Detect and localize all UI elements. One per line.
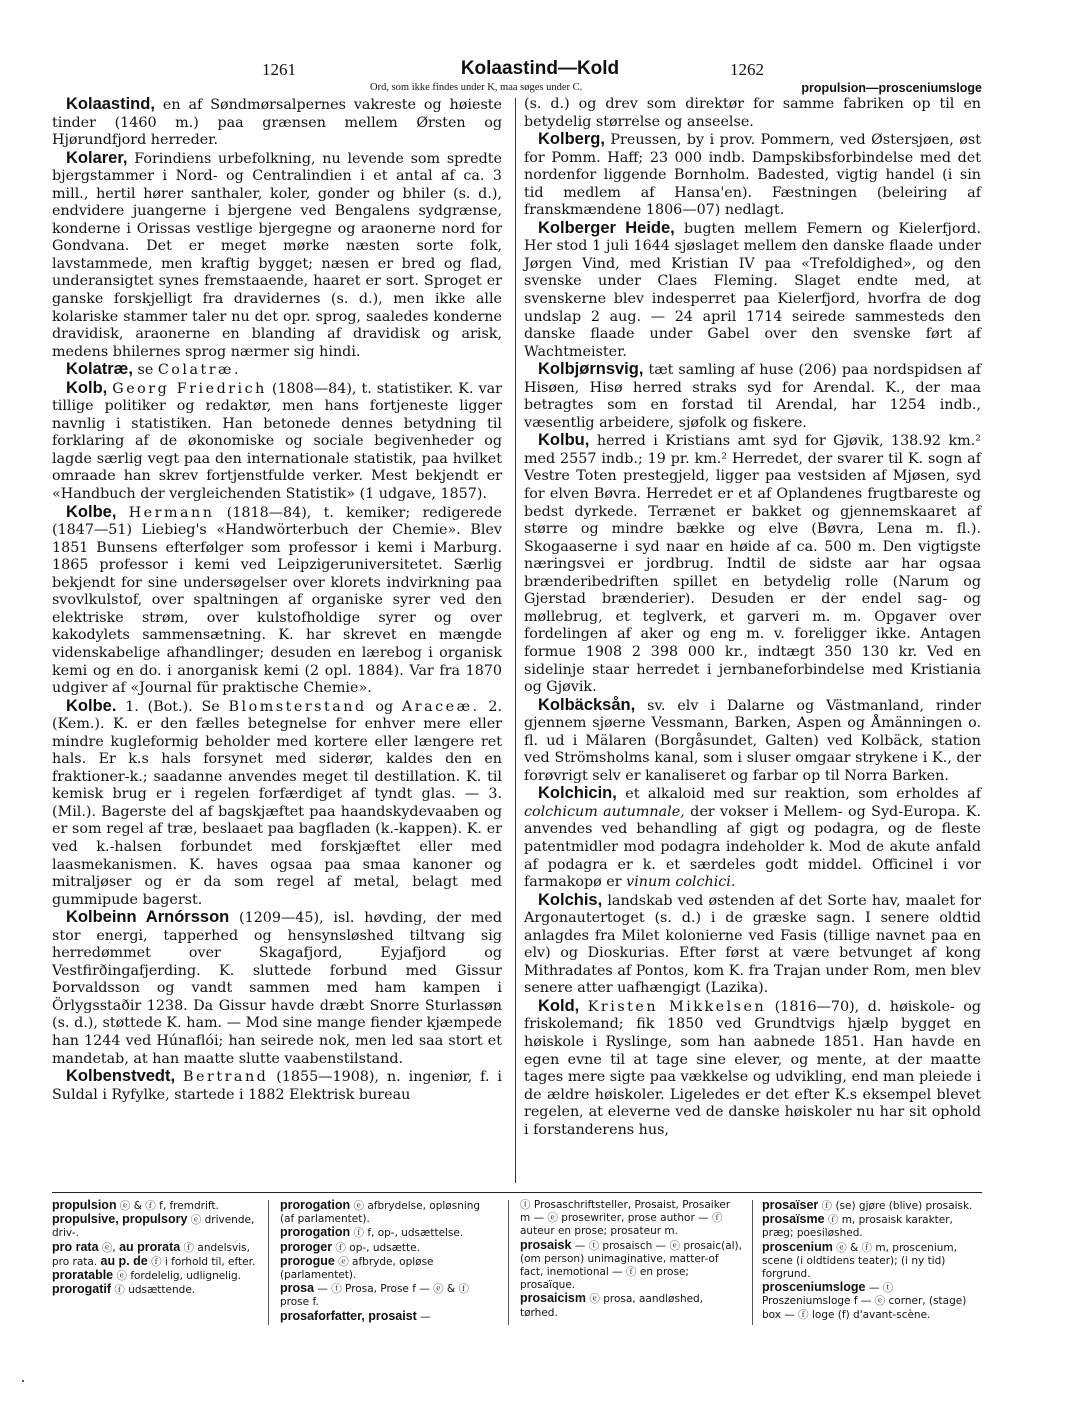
glossary-entry (52, 1283, 260, 1297)
glossary-headword: prosaisk (520, 1237, 572, 1252)
glossary-headword: prorogation (280, 1198, 351, 1212)
headword: Kolb, (66, 378, 108, 397)
entry: Kold, Kristen Mikkelsen (1816—70), d. høiskole- og friskolemand; fik 1850 ved Grundtvigs hjælp bygget en høiskole i Ryslinge, som han aabnede 1851. Han havde en egen evne til at tage sine elever, og mente, at der maatte tages mere sigte paa vækkelse og udvikling, end man pleiede i de ældre høiskoler. Ligeledes er det efter K.s eksempel blevet regelen, at eleverne ved de danske høiskoler nu har sit ophold i forstanderens hus, (524, 996, 981, 1138)
headword: Kolbe, (66, 502, 117, 521)
glossary-entry (762, 1199, 984, 1213)
footer-divider (268, 1200, 269, 1325)
glossary-entry (280, 1241, 496, 1255)
footer-rule (52, 1192, 982, 1193)
glossary-headword: au p. de (100, 1253, 148, 1268)
glossary-definition: ⓕ (se) gjøre (blive) prosaisk. (818, 1200, 973, 1212)
glossary-headword: proscenium (762, 1239, 833, 1254)
entry: Kolbe, Hermann (1818—84), t. kemiker; redigerede (1847—51) Liebieg's «Handwörterbuch der Chemie». Blev 1851 Bunsens efterfølger som professor i kemi i Marburg. 1865 professor i kemi ved Leipzigeruniversitetet. Særlig bekjendt for sine undersøgelser over klorets indvirkning paa svovlkulstof, over spaltningen af organiske syrer ved den elektriske strøm, over kulstofholdige syrer og over kakodylets sammensætning. K. har skrevet en mængde videnskabelige afhandlinger; desuden en lærebog i organisk kemi og en do. i anorganisk kemi (2 opl. 1884). Var fra 1870 udgiver af «Journal für praktische Chemie». (52, 502, 502, 697)
glossary-definition: ⓔ, (98, 1241, 120, 1254)
entry: Kolbe. 1. (Bot.). Se Blomsterstand og Araceæ. 2. (Kem.). K. er den fælles betegnelse for enhver mere eller mindre kugleformig beholder med kortere eller længere ret hals. Er k.s hals forsynet med siderør, kaldes den en fraktioner-k.; saadanne anvendes meget til destillation. K. til kemisk brug er i regelen forfærdiget af tyndt glas. — 3. (Mil.). Bagerste del af bagskjæftet paa haandskydevaaben og er som regel af træ, beslaaet paa bagfladen (k.-kappen). K. er ved k.-halsen forbundet med forskjæftet eller med laasmekanismen. K. haves ogsaa paa smaa kanoner og mitraljøser og er da som regel af metal, belagt med gummipude bagerst. (52, 696, 502, 908)
glossary-headword: prosaforfatter, prosaist (280, 1308, 417, 1323)
glossary-entry (762, 1281, 984, 1322)
footer-divider (508, 1200, 509, 1325)
entry: Kolberger Heide, bugten mellem Femern og Kielerfjord. Her stod 1 juli 1644 sjøslaget mellem den danske flaade under Jørgen Vind, med Kristian IV paa «Trefoldighed», og den svenske under Claes Fleming. Slaget endte med, at svenskerne blev indesperret paa Kielerfjord, hvorfra de dog undslap 2 aug. — 24 april 1714 seirede sammesteds den danske flaade under Gabel over den svenske ført af Wachtmeister. (524, 218, 981, 360)
glossary-entry (520, 1239, 742, 1293)
entry: Kolchicin, et alkaloid med sur reaktion, som erholdes af colchicum autumnale, der vokser i Mellem- og Syd-Europa. K. anvendes ved behandling af gigt og podagra, og de fleste patentmidler mod podagra indeholder k. Mod de akute anfald af podagra er k. et særdeles godt middel. Officinel i vor farmakopø er vinum colchici. (524, 784, 981, 891)
glossary-definition: — ⓣ Prosa, Prose f — ⓔ & ⓕ prose f. (280, 1283, 469, 1309)
right-column (524, 96, 981, 1139)
glossary-entry (52, 1213, 260, 1240)
running-head: Kolaastind—Kold (460, 58, 620, 79)
glossary-column-3 (520, 1199, 742, 1320)
footer-divider (752, 1200, 753, 1325)
glossary-entry (280, 1310, 496, 1324)
glossary-headword: proroger (280, 1239, 333, 1254)
headword: Kolatræ, (66, 360, 133, 379)
glossary-headword: prosceniumsloge (762, 1280, 866, 1295)
glossary-entry (520, 1199, 742, 1239)
page-number-right: 1262 (730, 60, 764, 79)
glossary-definition: ⓕ op-, udsætte. (332, 1241, 420, 1254)
glossary-definition: ⓔ prosa, aandløshed, tørhed. (520, 1293, 704, 1319)
glossary-entry (52, 1241, 260, 1269)
headword: Kolberger Heide, (538, 218, 675, 237)
headword: Kold, (538, 996, 580, 1015)
glossary-headword: prorogation (280, 1225, 351, 1240)
headword: Kolbeinn Arnórsson (66, 908, 230, 927)
glossary-definition: ⓔ & ⓕ m, proscenium, scene (i oldtidens teater); (i ny tid) forgrund. (762, 1241, 957, 1281)
glossary-headword: prosaicism (520, 1291, 587, 1306)
entry: Kolb, Georg Friedrich (1808—84), t. statistiker. K. var tillige politiker og redaktør, men hans fortjeneste ligger navnlig i statistiken. Han betonede dennes betydning til forklaring af de økonomiske og sociale begivenheder og lagde særlig vegt paa den internationale statistik, paa hvilket omraade han skrev fortjenstfulde verker. Mest bekjendt er «Handbuch der vergleichenden Statistik» (1 udgave, 1857). (52, 378, 502, 503)
glossary-definition: ⓔ drivende, driv-. (52, 1214, 255, 1240)
glossary-headword: propulsion (52, 1198, 117, 1212)
entry: Kolaastind, en af Søndmørsalpernes vakreste og høieste tinder (1460 m.) paa grænsen mellem Ørsten og Hjørundfjord herreder. (52, 95, 502, 149)
glossary-headword: prosa (280, 1281, 315, 1296)
glossary-entry (280, 1282, 496, 1309)
entry: Kolbjørnsvig, tæt samling af huse (206) paa nordspidsen af Hisøen, Hisø herred straks syd for Arendal. K., der maa betragtes som en forstad til Arendal, har 1254 indb., væsentlig arbeidere, sjøfolk og fiskere. (524, 360, 981, 431)
headword: Kolbäcksån, (538, 695, 636, 714)
glossary-definition: ⓕ f, op-, udsættelse. (350, 1227, 464, 1240)
entry: Kolatræ, se Colatræ. (66, 360, 242, 379)
entry-continuation: (s. d.) og drev som direktør for samme fabriken op til en betydelig størrelse og anseelse. (524, 96, 981, 130)
glossary-entry (280, 1255, 496, 1282)
glossary-headword: propulsive, propulsory (52, 1212, 188, 1227)
dictionary-range: propulsion—prosceniumsloge (801, 81, 982, 95)
glossary-entry (52, 1199, 260, 1213)
glossary-definition: ⓕ m, prosaisk karakter, præg; poesiløshed. (762, 1214, 953, 1240)
entry: Kolbu, herred i Kristians amt syd for Gjøvik, 138.92 km.² med 2557 indb.; 19 pr. km.² Herredet, der svarer til K. sogn af Vestre Toten prestegjeld, ligger paa vestsiden af Mjøsen, syd for elven Bøvra. Herredet er et af Oplandenes frugtbareste og bedst dyrkede. Terrænet er bakket og gjennemskaaret af større og mindre bække og elve (Bøvra, Lena m. fl.). Skogaaserne i syd naar en høide af ca. 500 m. Den vigtigste næringsvei er jordbrug. Indtil de sidste aar har ogsaa brænderibedriften spillet en betydelig rolle (Narum og Gjerstad brænderier). Desuden er der endel sag- og møllebrug, et teglverk, et garveri m. m. Opgaver over fordelingen af aker og eng m. v. foreligger ikke. Antagen formue 1908 2 398 000 kr., indtægt 350 130 kr. Ved en sidelinje staar herredet i jernbaneforbindelse med Kristiania og Gjøvik. (524, 431, 981, 696)
glossary-definition: ⓔ afbrydelse, opløsning (af parlamentet). (280, 1200, 481, 1226)
glossary-definition: ⓕ udsættende. (111, 1284, 196, 1297)
glossary-definition: ⓣ Prosaschriftsteller, Prosaist, Prosaiker m — ⓔ prosewriter, prose author — ⓕ auteur en prose; prosateur m. (520, 1199, 731, 1238)
headword: Kolbenstvedt, (66, 1067, 176, 1086)
entry: Kolbeinn Arnórsson (1209—45), isl. høvding, der med stor energi, tapperhed og hensynsløshed tiltvang sig herredømmet over Skagafjord, Eyjafjord og Vestfirðingafjerding. K. sluttede forbund med Gissur Þorvaldsson og vandt sammen med ham kampen i Örlygsstaðir 1238. Da Gissur havde dræbt Snorre Sturlassøn (s. d.), støttede K. ham. — Mod sine mange fiender kjæmpede han 1244 ved Húnaflói; han seirede nok, men led saa stort et mandetab, at han maatte slutte vaabenstilstand. (52, 908, 502, 1067)
glossary-column-1 (52, 1199, 260, 1297)
glossary-definition: ⓕ i forhold til, efter. (147, 1255, 256, 1268)
entry: Kolchis, landskab ved østenden af det Sorte hav, maalet for Argonautertoget (s. d.) i de græske sagn. I senere oldtid anlagdes fra Milet kolonierne ved Fasis (tillige navnet paa en elv) og Dioskurias. Efter først at være betvunget af kong Mithradates af Pontos, kom K. fra Trajan under Rom, men blev senere atter uafhængigt (Lazika). (524, 890, 981, 997)
left-column (52, 96, 502, 1104)
glossary-entry (280, 1226, 496, 1240)
column-divider (515, 98, 516, 1183)
glossary-column-4 (762, 1199, 984, 1322)
glossary-entry (762, 1213, 984, 1240)
glossary-headword: prorogatif (52, 1282, 112, 1297)
entry: Kolarer, Forindiens urbefolkning, nu levende som spredte bjergstammer i Nord- og Centralindien i et antal af ca. 3 mill., hertil hører santhaler, koler, gonder og bhiler (s. d.), endvidere juangerne i bjergene ved Bengalens sydgrænse, konderne i Orissas vestlige bjergegne og araonerne nord for Gondvana. Det er meget mørke næsten sorte folk, lavstammede, men kraftig bygget; næsen er bred og flad, underansigtet synes fremstaaende, haaret er sort. Sproget er ganske forskjelligt fra dravidernes (s. d.), men ikke alle kolariske stammer taler nu det opr. sprog, saaledes konderne dravidisk, araonerne en blanding af dravidisk og arisk, medens bhilernes sprog nærmer sig hindi. (52, 148, 502, 360)
glossary-headword: prorogue (280, 1253, 335, 1268)
glossary-headword: au prorata (119, 1239, 181, 1254)
glossary-headword: pro rata (52, 1239, 99, 1254)
glossary-definition: — ⓣ Proszeniumsloge f — ⓔ corner, (stage) box — ⓕ loge (f) d'avant-scène. (762, 1282, 967, 1321)
headword: Kolchicin, (538, 784, 617, 803)
headword: Kolaastind, (66, 95, 155, 113)
headword: Kolbu, (538, 431, 590, 450)
glossary-column-2 (280, 1199, 496, 1324)
glossary-definition: — (416, 1310, 431, 1323)
glossary-definition: ⓕ andelsvis, pro rata. (52, 1241, 250, 1268)
glossary-entry (762, 1241, 984, 1282)
entry: Kolberg, Preussen, by i prov. Pommern, ved Østersjøen, øst for Pomm. Haff; 23 000 indb. Dampskibsforbindelse med det nordenfor liggende Bornholm. Badested, vigtig handel (i sin tid medlem af Hansa'en). Fæstningen (beleiring af franskmændene 1806—07) nedlagt. (524, 130, 981, 219)
entry: Kolbäcksån, sv. elv i Dalarne og Västmanland, rinder gjennem sjøerne Vessmann, Barken, Aspen og Åmänningen o. fl. ud i Mälaren (Borgåsundet, Galten) ved Kolbäck, station ved Strömsholms kanal, som i sluser omgaar strykene i K., der forøvrigt selv er kanaliseret og farbar op til Norra Barken. (524, 695, 981, 784)
glossary-headword: prosaïser (762, 1198, 819, 1212)
entry: Kolbenstvedt, Bertrand (1855—1908), n. ingeniør, f. i Suldal i Ryfylke, startede i 1882 Elektrisk bureau (52, 1067, 502, 1103)
glossary-entry (280, 1199, 496, 1226)
glossary-definition: — ⓣ prosaisch — ⓔ prosaic(al), (om person) unimaginative, matter-of fact, inemotional — ⓕ en prose; prosaïque. (520, 1239, 742, 1292)
glossary-headword: proratable (52, 1268, 114, 1283)
headword: Kolbe. (66, 696, 117, 715)
glossary-entry (520, 1292, 742, 1319)
headword: Kolbjørnsvig, (538, 360, 644, 379)
headword: Kolarer, (66, 148, 128, 167)
cross-reference-note: Ord, som ikke findes under K, maa søges under C. (370, 82, 583, 93)
page-number-left: 1261 (262, 60, 296, 79)
headword: Kolberg, (538, 130, 605, 149)
glossary-definition: ⓔ & ⓕ f, fremdrift. (116, 1200, 219, 1212)
glossary-entry (52, 1269, 260, 1283)
headword: Kolchis, (538, 890, 603, 909)
glossary-definition: ⓔ fordelelig, udlignelig. (113, 1270, 242, 1283)
glossary-headword: prosaïsme (762, 1212, 825, 1227)
stray-mark (22, 1380, 24, 1382)
glossary-definition: ⓔ afbryde, opløse (parlamentet). (280, 1255, 434, 1282)
